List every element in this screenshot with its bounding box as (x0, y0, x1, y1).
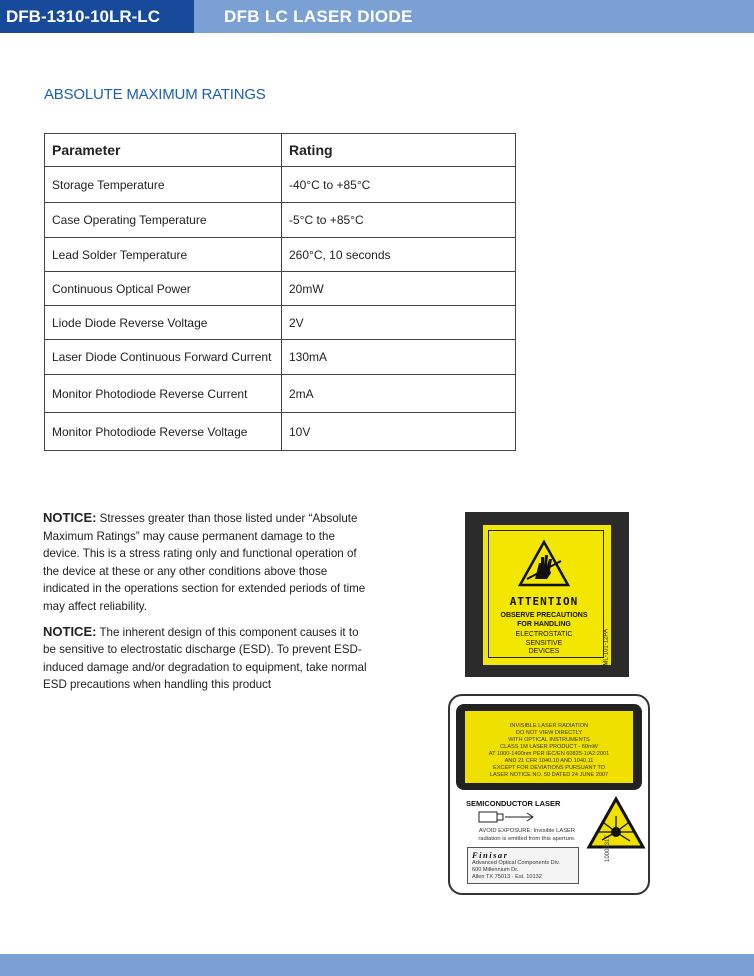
notice-paragraph (43, 623, 368, 694)
rating-cell: 2mA (282, 375, 516, 413)
parameter-cell: Liode Diode Reverse Voltage (45, 306, 282, 340)
ratings-table (44, 133, 516, 451)
laser-hazard-icon (586, 796, 646, 852)
laser-warning-line: LASER NOTICE NO. 50 DATED 24 JUNE 2007 (489, 772, 609, 778)
rating-cell: 20mW (282, 272, 516, 306)
esd-observe-line: FOR HANDLING (517, 621, 571, 628)
rating-cell: -5°C to +85°C (282, 203, 516, 238)
esd-observe-line: OBSERVE PRECAUTIONS (500, 612, 588, 619)
esd-label-border (488, 530, 610, 666)
part-number: DFB-1310-10LR-LC (0, 0, 194, 33)
notice-text: The inherent design of this component causes it to be sensitive to electrostatic discharge (ESD). To prevent ESD-induced damage and/or degradation to equipment, take normal ESD precautions when handling this product (43, 625, 367, 692)
avoid-exposure-text (472, 828, 582, 843)
laser-warning-text (466, 723, 632, 779)
laser-warning-line: INVISIBLE LASER RADIATION (509, 723, 589, 729)
section-title: ABSOLUTE MAXIMUM RATINGS (44, 86, 266, 103)
laser-warning-line: AND 21 CFR 1040.10 AND 1040.11 (504, 758, 594, 764)
parameter-cell: Case Operating Temperature (45, 203, 282, 238)
column-header-rating: Rating (282, 134, 516, 167)
notice-text: Stresses greater than those listed under “Absolute Maximum Ratings” may cause permanent damage to the device. This is a stress rating only and functional operation of the device at these or any other conditions above those indicated in the operations section for extended periods of time may affect reliability. (43, 512, 366, 613)
table-row (45, 375, 516, 413)
rating-cell: 2V (282, 306, 516, 340)
laser-warning-line: DO NOT VIEW DIRECTLY (515, 730, 583, 736)
esd-side-code: ML-101-12PA (604, 629, 610, 666)
esd-label-background (483, 525, 611, 665)
parameter-cell: Continuous Optical Power (45, 272, 282, 306)
parameter-cell: Lead Solder Temperature (45, 238, 282, 272)
esd-hand-warning-icon (517, 539, 571, 589)
rating-cell: -40°C to +85°C (282, 167, 516, 203)
esd-warning-label (465, 512, 629, 677)
table-row (45, 306, 516, 340)
document-title: DFB LC LASER DIODE (224, 7, 413, 26)
table-row (45, 238, 516, 272)
manufacturer-box (467, 847, 579, 884)
rating-cell: 130mA (282, 340, 516, 375)
label-serial-number: 10005317 (605, 835, 611, 862)
laser-warning-line: WITH OPTICAL INSTRUMENTS (508, 737, 590, 743)
avoid-exposure-line: AVOID EXPOSURE: Invisible LASER (478, 828, 576, 834)
address-line: 600 Millennium Dr. (472, 867, 519, 873)
rating-cell: 260°C, 10 seconds (282, 238, 516, 272)
footer-bar (0, 954, 754, 976)
header-bar (0, 0, 754, 33)
table-header-row (45, 134, 516, 167)
notices (43, 509, 368, 701)
laser-warning-frame (456, 704, 642, 790)
manufacturer-address (472, 860, 560, 881)
table-row (45, 413, 516, 451)
parameter-cell: Monitor Photodiode Reverse Current (45, 375, 282, 413)
table-row (45, 340, 516, 375)
laser-warning-label (448, 694, 650, 895)
table-row (45, 203, 516, 238)
esd-sensitive-line: SENSITIVE (525, 639, 563, 647)
column-header-parameter: Parameter (45, 134, 282, 167)
laser-warning-line: EXCEPT FOR DEVIATIONS PURSUANT TO (493, 765, 605, 771)
parameter-cell: Monitor Photodiode Reverse Voltage (45, 413, 282, 451)
address-line: Allen TX 75013 · Est. 10132 (472, 874, 542, 880)
esd-sensitive-line: ELECTROSTATIC (515, 631, 573, 638)
notice-label: NOTICE: (43, 510, 97, 525)
parameter-cell: Storage Temperature (45, 167, 282, 203)
avoid-exposure-line: radiation is emitted from this aperture. (478, 835, 576, 842)
semiconductor-laser-text: SEMICONDUCTOR LASER (466, 799, 561, 808)
esd-sensitive-text (489, 631, 599, 657)
esd-sensitive-line: DEVICES (528, 648, 560, 655)
laser-warning-line: AT 1000-1400nm PER IEC/EN 60825-1/A2:2001 (488, 751, 610, 757)
laser-warning-line: CLASS 1M LASER PRODUCT - 60mW (500, 744, 598, 750)
notice-paragraph (43, 509, 368, 616)
rating-cell: 10V (282, 413, 516, 451)
address-line: Advanced Optical Components Div. (472, 860, 560, 866)
table-row (45, 272, 516, 306)
table-row (45, 167, 516, 203)
notice-label: NOTICE: (43, 623, 97, 639)
parameter-cell: Laser Diode Continuous Forward Current (45, 340, 282, 375)
laser-aperture-icon (478, 809, 538, 825)
manufacturer-name: Finisar (472, 850, 509, 860)
esd-attention-text: ATTENTION (509, 595, 579, 608)
esd-observe-text (489, 611, 599, 629)
